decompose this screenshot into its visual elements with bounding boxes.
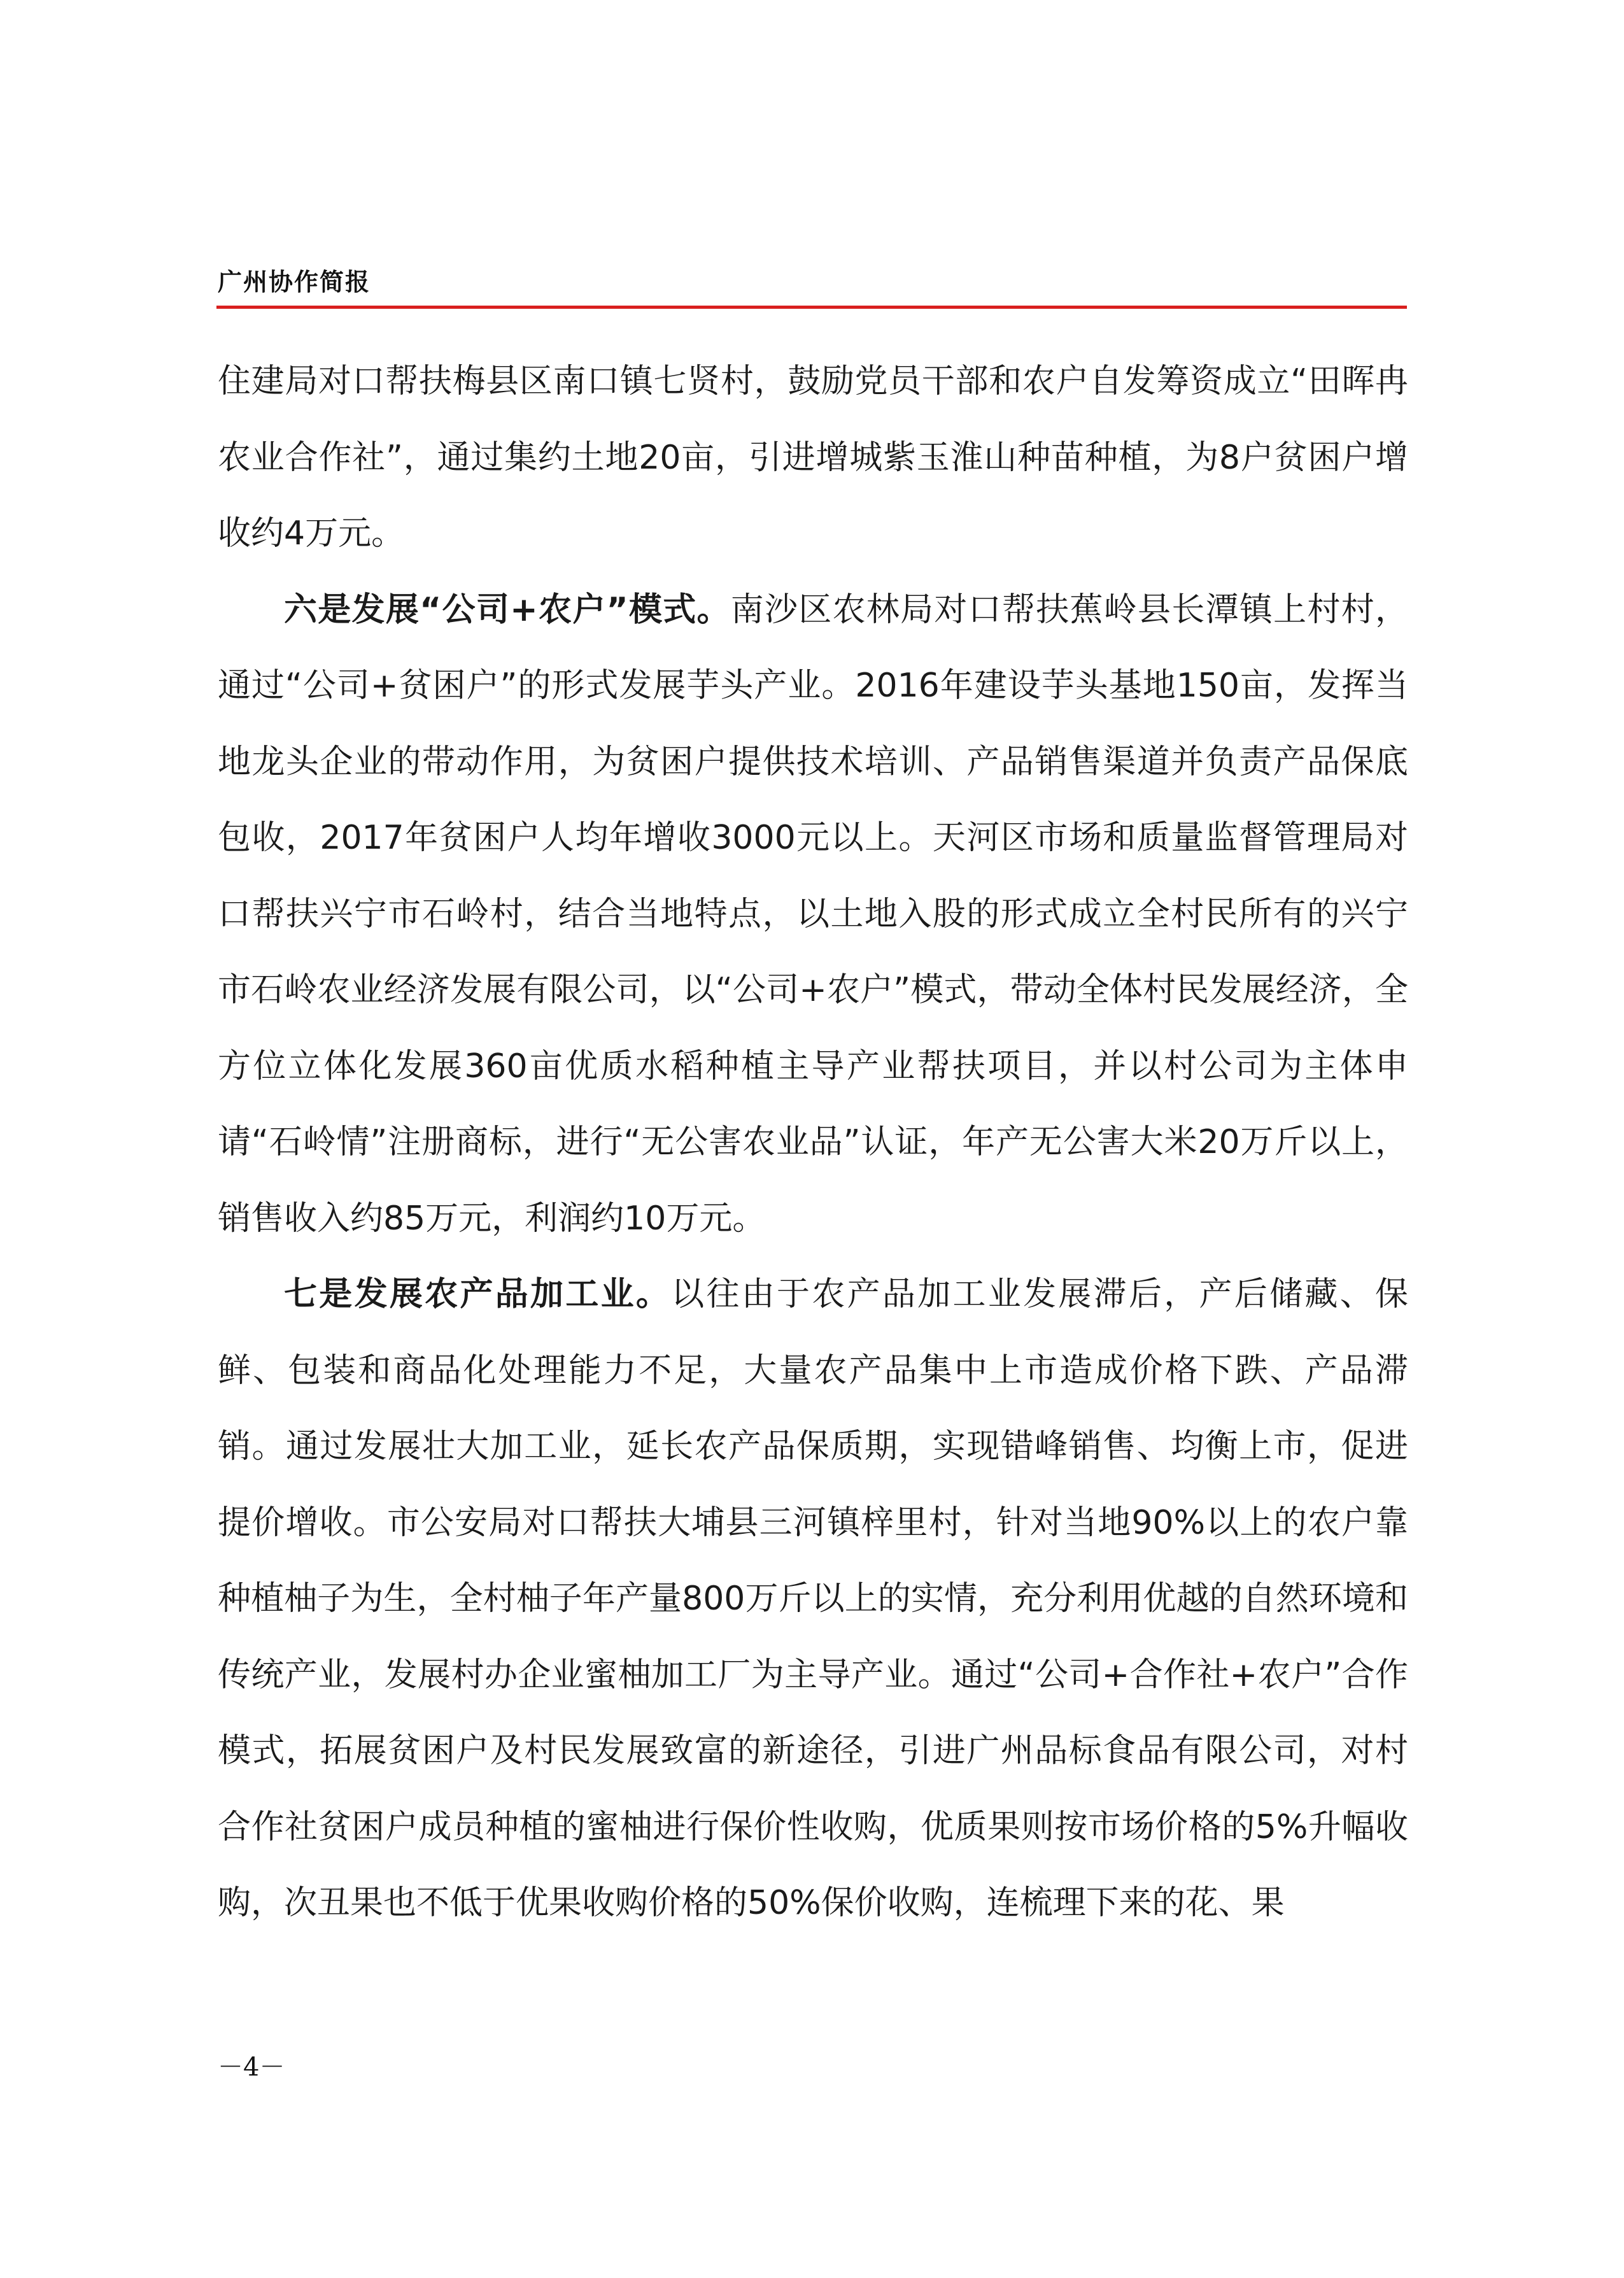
paragraph-2-text: 南沙区农林局对口帮扶蕉岭县长潭镇上村村，通过“公司+贫困户”的形式发展芋头产业。2016年建设芋头基地150亩，发挥当地龙头企业的带动作用，为贫困户提供技术培训、产品销售渠道并负责产品保底包收，2017年贫困户人均年增收3000元以上。天河区市场和质量监督管理局对口帮扶兴宁市石岭村，结合当地特点，以土地入股的形式成立全村民所有的兴宁市石岭农业经济发展有限公司，以“公司+农户”模式，带动全体村民发展经济，全方位立体化发展360亩优质水稻种植主导产业帮扶项目，并以村公司为主体申请“石岭情”注册商标，进行“无公害农业品”认证，年产无公害大米20万斤以上，销售收入约85万元，利润约10万元。	[218, 590, 1408, 1238]
header-divider	[216, 306, 1407, 309]
paragraph-3-lead: 七是发展农产品加工业。	[284, 1275, 672, 1313]
page-number: －4－	[218, 2053, 285, 2082]
paragraph-2	[218, 572, 1408, 1257]
header-title: 广州协作简报	[218, 267, 371, 296]
paragraph-1-text: 住建局对口帮扶梅县区南口镇七贤村，鼓励党员干部和农户自发筹资成立“田晖冉农业合作社”，通过集约土地20亩，引进增城紫玉淮山种苗种植，为8户贫困户增收约4万元。	[218, 362, 1408, 553]
paragraph-3	[218, 1257, 1408, 1942]
paragraph-3-text: 以往由于农产品加工业发展滞后，产后储藏、保鲜、包装和商品化处理能力不足，大量农产品集中上市造成价格下跌、产品滞销。通过发展壮大加工业，延长农产品保质期，实现错峰销售、均衡上市，促进提价增收。市公安局对口帮扶大埔县三河镇梓里村，针对当地90%以上的农户靠种植柚子为生，全村柚子年产量800万斤以上的实情，充分利用优越的自然环境和传统产业，发展村办企业蜜柚加工厂为主导产业。通过“公司+合作社+农户”合作模式，拓展贫困户及村民发展致富的新途径，引进广州品标食品有限公司，对村合作社贫困户成员种植的蜜柚进行保价性收购，优质果则按市场价格的5%升幅收购，次丑果也不低于优果收购价格的50%保价收购，连梳理下来的花、果	[218, 1275, 1408, 1922]
paragraph-1	[218, 344, 1408, 572]
paragraph-2-lead: 六是发展“公司+农户”模式。	[284, 590, 731, 629]
article-body	[218, 344, 1408, 1942]
